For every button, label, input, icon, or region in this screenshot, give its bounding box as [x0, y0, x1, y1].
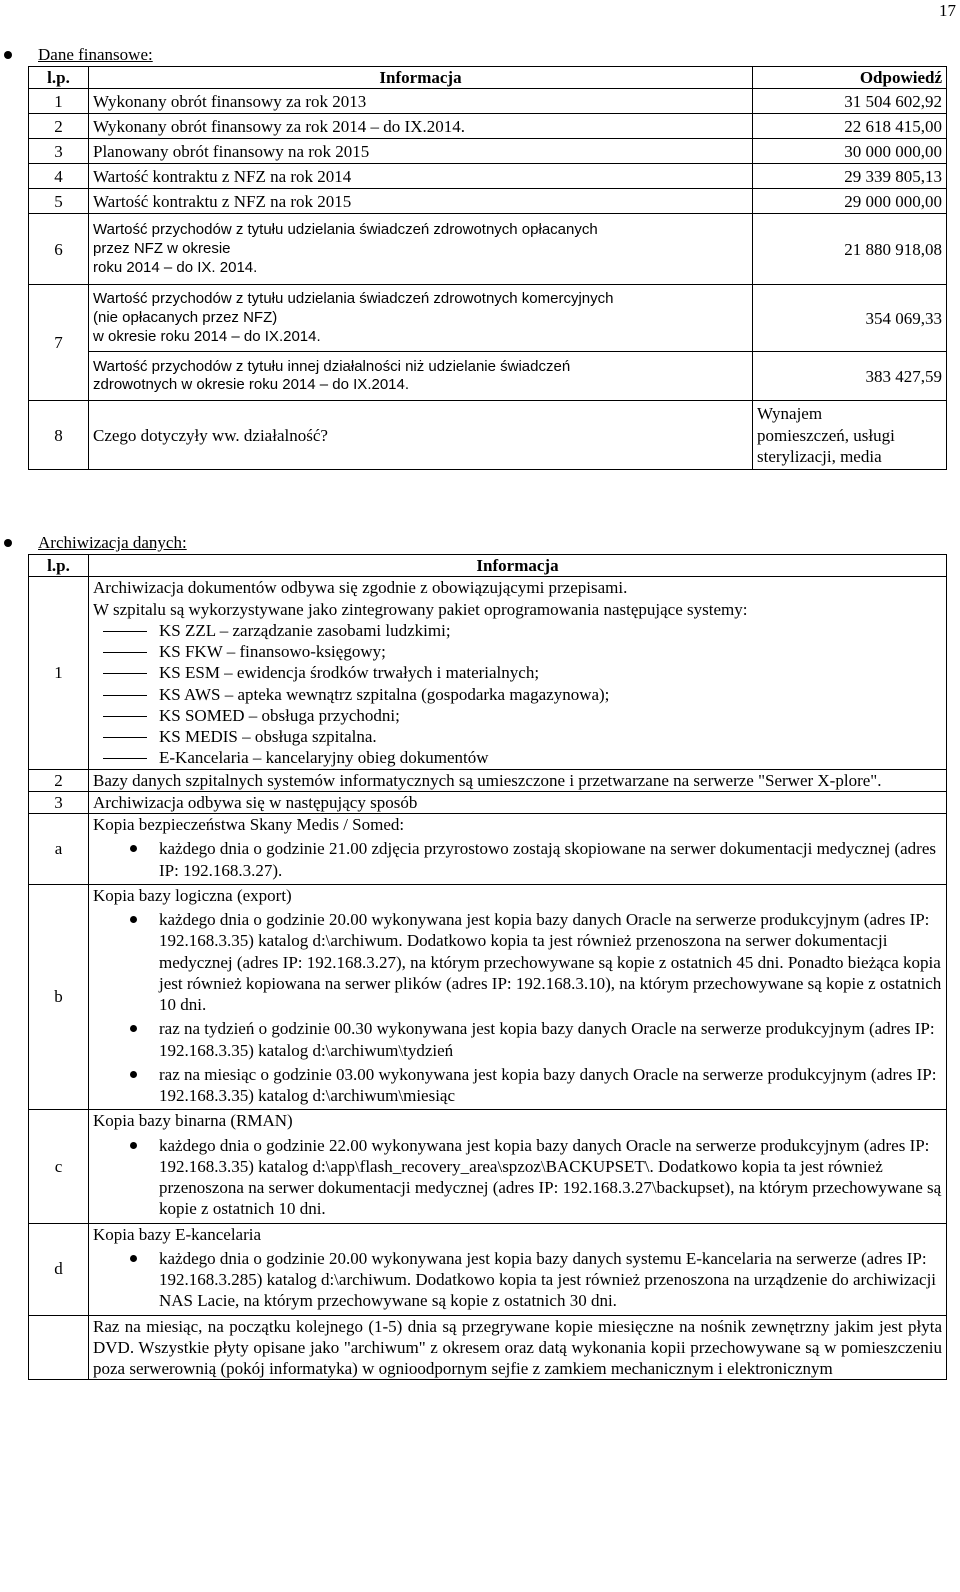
row-info-line: Wartość przychodów z tytułu innej działalności niż udzielanie świadczeń — [93, 357, 571, 375]
row-title: Kopia bazy logiczna (export) — [93, 885, 292, 905]
row-info — [89, 352, 753, 401]
finance-table — [28, 66, 947, 470]
list-item: raz na tydzień o godzinie 00.30 wykonywana jest kopia bazy danych Oracle na serwerze produkcyjnym (adres IP: 192.168.3.35) katalog d:\archiwum\tydzień — [93, 1018, 942, 1061]
row-info-line: Wartość przychodów z tytułu udzielania świadczeń zdrowotnych opłacanych — [93, 221, 598, 239]
row-info-line: W szpitalu są wykorzystywane jako zintegrowany pakiet oprogramowania następujące systemy: — [93, 599, 748, 619]
row-info — [89, 214, 753, 285]
row-title: Kopia bezpieczeństwa Skany Medis / Somed: — [93, 815, 405, 834]
bullet-list — [93, 1135, 942, 1220]
list-item: KS ESM – ewidencja środków trwałych i materialnych; — [93, 662, 942, 683]
row-info: Wykonany obrót finansowy za rok 2013 — [89, 89, 753, 114]
finance-heading: Dane finansowe: — [38, 45, 153, 64]
bullet-icon — [4, 539, 12, 547]
row-info — [89, 285, 753, 352]
col-header-lp: l.p. — [29, 555, 89, 577]
row-info — [89, 884, 947, 1110]
row-info: Wartość kontraktu z NFZ na rok 2015 — [89, 189, 753, 214]
table-row — [29, 577, 947, 769]
row-lp: 1 — [29, 89, 89, 114]
row-info: Planowany obrót finansowy na rok 2015 — [89, 139, 753, 164]
archive-header-row — [29, 555, 947, 577]
table-row — [29, 1110, 947, 1223]
bullet-list — [93, 838, 942, 881]
row-lp: 1 — [29, 577, 89, 769]
finance-header-row — [29, 67, 947, 89]
bullet-icon — [4, 51, 12, 59]
row-lp: 5 — [29, 189, 89, 214]
row-lp: 2 — [29, 114, 89, 139]
table-row — [29, 164, 947, 189]
row-info: Bazy danych szpitalnych systemów informatycznych są umieszczone i przetwarzane na serwerze "Serwer X-plore". — [89, 769, 947, 791]
col-header-info: Informacja — [89, 555, 947, 577]
row-info-line: roku 2014 – do IX. 2014. — [93, 258, 258, 276]
table-row — [29, 285, 947, 352]
row-info-line: w okresie roku 2014 – do IX.2014. — [93, 327, 321, 345]
systems-list — [93, 620, 942, 769]
row-info: Czego dotyczyły ww. działalność? — [89, 401, 753, 470]
table-row — [29, 114, 947, 139]
col-header-lp: l.p. — [29, 67, 89, 89]
list-item: KS SOMED – obsługa przychodni; — [93, 705, 942, 726]
table-row — [29, 352, 947, 401]
table-row — [29, 89, 947, 114]
row-answer: 354 069,33 — [753, 285, 947, 352]
row-lp: c — [29, 1110, 89, 1223]
table-row — [29, 769, 947, 791]
archive-heading: Archiwizacja danych: — [38, 533, 187, 552]
row-answer — [753, 401, 947, 470]
list-item: KS ZZL – zarządzanie zasobami ludzkimi; — [93, 620, 942, 641]
row-title: Kopia bazy E-kancelaria — [93, 1224, 262, 1244]
table-row — [29, 1223, 947, 1315]
row-answer: 21 880 918,08 — [753, 214, 947, 285]
table-row — [29, 214, 947, 285]
row-info — [89, 1110, 947, 1223]
table-row — [29, 189, 947, 214]
row-lp: b — [29, 884, 89, 1110]
row-lp: 3 — [29, 139, 89, 164]
col-header-answer: Odpowiedź — [753, 67, 947, 89]
row-lp: 4 — [29, 164, 89, 189]
row-info: Wartość kontraktu z NFZ na rok 2014 — [89, 164, 753, 189]
row-info-line: Archiwizacja dokumentów odbywa się zgodnie z obowiązującymi przepisami. — [93, 578, 628, 598]
row-lp: 6 — [29, 214, 89, 285]
row-answer: 383 427,59 — [753, 352, 947, 401]
table-row — [29, 1315, 947, 1380]
list-item: KS AWS – apteka wewnątrz szpitalna (gospodarka magazynowa); — [93, 684, 942, 705]
row-info — [89, 814, 947, 885]
list-item: raz na miesiąc o godzinie 03.00 wykonywana jest kopia bazy danych Oracle na serwerze produkcyjnym (adres IP: 192.168.3.35) katalog d:\archiwum\miesiąc — [93, 1064, 942, 1107]
archive-table — [28, 554, 947, 1380]
row-answer: 22 618 415,00 — [753, 114, 947, 139]
row-lp: 7 — [29, 285, 89, 401]
row-lp: 3 — [29, 791, 89, 813]
row-title: Kopia bazy binarna (RMAN) — [93, 1111, 293, 1131]
list-item: E-Kancelaria – kancelaryjny obieg dokumentów — [93, 747, 942, 768]
row-info: Wykonany obrót finansowy za rok 2014 – do IX.2014. — [89, 114, 753, 139]
row-info: Archiwizacja odbywa się w następujący sposób — [89, 791, 947, 813]
table-row — [29, 401, 947, 470]
page-number: 17 — [939, 1, 956, 20]
row-answer-line: pomieszczeń, usługi — [757, 425, 895, 445]
table-row — [29, 814, 947, 885]
table-row — [29, 884, 947, 1110]
row-answer: 29 339 805,13 — [753, 164, 947, 189]
row-lp: a — [29, 814, 89, 885]
list-item: każdego dnia o godzinie 21.00 zdjęcia przyrostowo zostają skopiowane na serwer dokumentacji medycznej (adres IP: 192.168.3.27). — [93, 838, 942, 881]
table-row — [29, 791, 947, 813]
row-answer: 30 000 000,00 — [753, 139, 947, 164]
row-info-line: przez NFZ w okresie — [93, 239, 231, 257]
row-info-line: (nie opłacanych przez NFZ) — [93, 308, 278, 326]
row-info-line: Wartość przychodów z tytułu udzielania świadczeń zdrowotnych komercyjnych — [93, 290, 614, 308]
row-lp-empty — [29, 1315, 89, 1380]
row-info — [89, 1223, 947, 1315]
row-answer: 29 000 000,00 — [753, 189, 947, 214]
bullet-list — [93, 1248, 942, 1312]
row-info-line: zdrowotnych w okresie roku 2014 – do IX.2014. — [93, 376, 410, 394]
list-item: każdego dnia o godzinie 20.00 wykonywana jest kopia bazy danych systemu E-kancelaria na serwerze (adres IP: 192.168.3.285) katalog d:\archiwum. Dodatkowo kopia ta jest również przenoszona na urządzenie do archiwizacji NAS Lacie, na którym przechowywane są kopie z ostatnich 30 dni. — [93, 1248, 942, 1312]
row-answer: 31 504 602,92 — [753, 89, 947, 114]
list-item: każdego dnia o godzinie 20.00 wykonywana jest kopia bazy danych Oracle na serwerze produkcyjnym (adres IP: 192.168.3.35) katalog d:\archiwum. Dodatkowo kopia ta jest również przenoszona na serwer dokumentacji medycznej (adres IP: 192.168.3.27), na którym przechowywane są kopie z ostatnich 45 dni. Ponadto bieżąca kopia jest również kopiowana na serwer plików (adres IP: 192.168.3.10), na którym przechowywane są kopie z ostatnich 10 dni. — [93, 909, 942, 1015]
table-row — [29, 139, 947, 164]
row-info: Raz na miesiąc, na początku kolejnego (1-5) dnia są przegrywane kopie miesięczne na nośnik zewnętrzny jakim jest płyta DVD. Wszystkie płyty opisane jako "archiwum" z okresem oraz datą wykonania kopii przechowywane są w pomieszczeniu poza serwerownią (pokój informatyka) w ognioodpornym sejfie z zamkiem mechanicznym i elektronicznym — [89, 1315, 947, 1380]
row-lp: d — [29, 1223, 89, 1315]
row-lp: 2 — [29, 769, 89, 791]
list-item: KS MEDIS – obsługa szpitalna. — [93, 726, 942, 747]
row-answer-line: sterylizacji, media — [757, 446, 882, 466]
list-item: każdego dnia o godzinie 22.00 wykonywana jest kopia bazy danych Oracle na serwerze produkcyjnym (adres IP: 192.168.3.35) katalog d:\app\flash_recovery_area\spzoz\BACKUPSET\. Dodatkowo kopia ta jest również przenoszona na serwer dokumentacji medycznej (adres IP: 192.168.3.27\backupset), na którym przechowywane są kopie z ostatnich 10 dni. — [93, 1135, 942, 1220]
list-item: KS FKW – finansowo-księgowy; — [93, 641, 942, 662]
bullet-list — [93, 909, 942, 1106]
col-header-info: Informacja — [89, 67, 753, 89]
row-answer-line: Wynajem — [757, 404, 823, 424]
row-lp: 8 — [29, 401, 89, 470]
row-info — [89, 577, 947, 769]
